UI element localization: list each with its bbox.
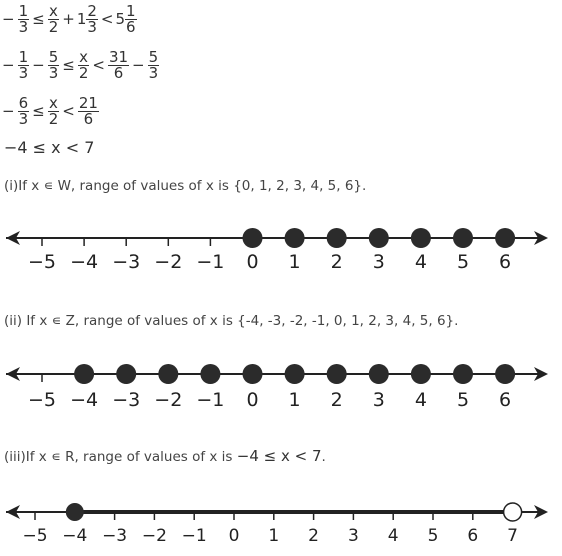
filled-point — [453, 228, 473, 248]
fraction: $\frac{5}{3}$ — [48, 48, 59, 82]
fraction: $\frac{x}{2}$ — [78, 48, 89, 82]
tick-label: 3 — [347, 526, 359, 546]
minus-sign: − — [2, 10, 15, 28]
tick-label: −3 — [112, 251, 141, 273]
tick-label: −2 — [154, 251, 183, 273]
filled-point — [66, 503, 84, 521]
lt-sign: < — [62, 102, 75, 120]
filled-point — [158, 364, 178, 384]
tick-label: 1 — [288, 389, 301, 411]
inequality-result: −4 ≤ x < 7 — [4, 138, 95, 157]
tick-label: −1 — [196, 389, 225, 411]
tick-label: −1 — [181, 526, 207, 546]
tick-label: 0 — [246, 251, 259, 273]
lt-sign: < — [100, 10, 114, 28]
caption-whole-numbers: (i)If x ∊ W, range of values of x is {0, 1, 2, 3, 4, 5, 6}. — [4, 178, 367, 194]
filled-point — [411, 364, 431, 384]
filled-point — [495, 228, 515, 248]
tick-label: 1 — [288, 251, 301, 273]
caption-reals-period: . — [321, 449, 326, 465]
fraction: $\frac{1}{3}$ — [18, 2, 29, 36]
filled-point — [285, 228, 305, 248]
le-sign: ≤ — [32, 10, 45, 28]
caption-reals-text: (iii)If x ∊ R, range of values of x is — [4, 449, 237, 465]
tick-label: 5 — [456, 389, 470, 411]
open-point — [504, 503, 522, 521]
minus-sign: − — [132, 56, 145, 74]
tick-label: −5 — [22, 526, 48, 546]
minus-sign: − — [2, 56, 15, 74]
tick-label: 2 — [330, 389, 343, 411]
filled-point — [285, 364, 305, 384]
le-sign: ≤ — [32, 102, 45, 120]
tick-label: −3 — [112, 389, 141, 411]
tick-label: −4 — [70, 389, 99, 411]
mixed-number: 1 $\frac{2}{3}$ — [76, 2, 97, 36]
tick-label: 6 — [499, 389, 512, 411]
tick-label: 4 — [414, 251, 427, 273]
inequality-step-1 — [0, 4, 138, 35]
filled-point — [327, 228, 347, 248]
filled-point — [369, 228, 389, 248]
caption-reals-expression: −4 ≤ x < 7 — [236, 447, 322, 465]
inequality-step-2 — [0, 50, 160, 81]
tick-label: 7 — [507, 526, 519, 546]
tick-label: 0 — [246, 389, 259, 411]
tick-label: −1 — [196, 251, 225, 273]
fraction: $\frac{21}{6}$ — [78, 94, 98, 128]
tick-label: 6 — [499, 251, 512, 273]
tick-label: 0 — [228, 526, 240, 546]
tick-label: −4 — [62, 526, 88, 546]
inequality-step-3 — [0, 96, 100, 127]
tick-label: −4 — [70, 251, 99, 273]
minus-sign: − — [2, 102, 15, 120]
tick-label: −5 — [27, 251, 57, 273]
number-line-whole — [0, 218, 562, 278]
fraction: $\frac{6}{3}$ — [18, 94, 29, 128]
mixed-number: 5 $\frac{1}{6}$ — [115, 2, 136, 36]
tick-label: 5 — [427, 526, 439, 546]
filled-point — [327, 364, 347, 384]
filled-point — [200, 364, 220, 384]
fraction: $\frac{x}{2}$ — [48, 94, 59, 128]
number-line-reals — [0, 496, 562, 556]
filled-point — [243, 364, 263, 384]
tick-label: 3 — [372, 389, 385, 411]
tick-label: 4 — [387, 526, 399, 546]
number-line-integers — [0, 354, 562, 414]
minus-sign: − — [32, 56, 45, 74]
tick-label: 3 — [372, 251, 385, 273]
tick-label: −5 — [27, 389, 57, 411]
filled-point — [453, 364, 473, 384]
tick-label: −2 — [141, 526, 167, 546]
filled-point — [74, 364, 94, 384]
caption-integers: (ii) If x ∊ Z, range of values of x is {-4, -3, -2, -1, 0, 1, 2, 3, 4, 5, 6}. — [4, 313, 459, 329]
caption-reals — [4, 447, 326, 465]
fraction: $\frac{5}{3}$ — [148, 48, 159, 82]
tick-label: 1 — [268, 526, 280, 546]
filled-point — [243, 228, 263, 248]
filled-point — [411, 228, 431, 248]
le-sign: ≤ — [62, 56, 75, 74]
tick-label: −2 — [154, 389, 183, 411]
fraction: $\frac{1}{3}$ — [18, 48, 29, 82]
tick-label: 2 — [308, 526, 320, 546]
tick-label: 2 — [330, 251, 343, 273]
tick-label: 4 — [414, 389, 427, 411]
lt-sign: < — [92, 56, 105, 74]
tick-label: 6 — [467, 526, 479, 546]
tick-label: 5 — [456, 251, 470, 273]
fraction: $\frac{31}{6}$ — [108, 48, 129, 82]
plus-sign: + — [62, 10, 75, 28]
filled-point — [116, 364, 136, 384]
tick-label: −3 — [102, 526, 128, 546]
fraction: $\frac{x}{2}$ — [48, 2, 59, 36]
filled-point — [369, 364, 389, 384]
filled-point — [495, 364, 515, 384]
